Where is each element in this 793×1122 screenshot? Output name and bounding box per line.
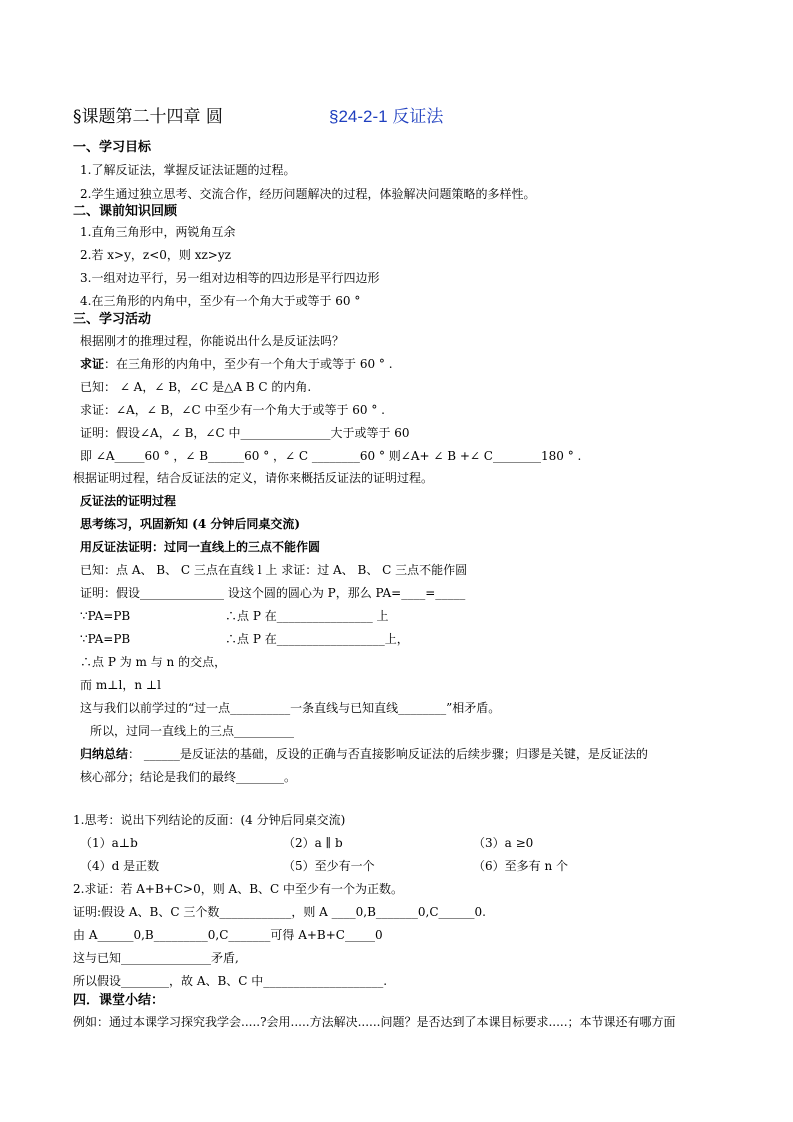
circle-proof: 证明：假设______________ 设这个圆的圆心为 P，那么 PA=____=_____: [80, 586, 466, 600]
use-heading: 用反证法证明：过同一直线上的三点不能作圆: [80, 540, 321, 554]
prove-text: ：在三角形的内角中，至少有一个角大于或等于 60 ° .: [104, 357, 393, 371]
review-item: 2.若 x>y，z<0，则 xz>yz: [80, 248, 231, 262]
section-heading-goals: 一、学习目标: [73, 140, 152, 155]
tobeproved-line: 求证：∠A，∠ B，∠C 中至少有一个角大于或等于 60 ° .: [80, 403, 385, 417]
think-heading: 思考练习，巩固新知 (4 分钟后同桌交流): [80, 517, 301, 531]
exercise-proof-line: 由 A______0,B_________0,C_______可得 A+B+C_____0: [73, 928, 383, 942]
pa-line-left: ∵PA=PB: [80, 632, 131, 646]
pa-line-right: ∴点 P 在________________ 上: [225, 609, 389, 623]
exercise-proof-line: 所以假设________，故 A、B、C 中____________________.: [73, 974, 388, 988]
exercise-item: （6）至多有 n 个: [473, 859, 568, 873]
induct-line: [80, 746, 648, 762]
pa-line-left: ∵PA=PB: [80, 609, 131, 623]
prove-label: 求证: [80, 357, 105, 371]
summary-question: 根据证明过程，结合反证法的定义，请你来概括反证法的证明过程。: [73, 471, 434, 485]
lesson-title: §课题第二十四章 圆: [73, 107, 223, 127]
conclusion-text: 例如：通过本课学习探究我学会.....?会用.....方法解决......问题？是否达到了本课目标要求.....；本节课还有哪方面: [73, 1015, 676, 1029]
exercise-proof-line: 证明:假设 A、B、C 三个数____________，则 A ____0,B_______0,C______0.: [73, 905, 486, 919]
activity-intro: 根据刚才的推理过程，你能说出什么是反证法吗？: [80, 334, 345, 348]
perp-line: 而 m⊥l，n ⊥l: [80, 678, 161, 692]
section-title: §24-2-1 反证法: [329, 107, 444, 126]
exercise-item: （5）至少有一个: [283, 859, 375, 873]
section-heading-conclusion: 四．课堂小结：: [73, 993, 165, 1008]
process-heading: 反证法的证明过程: [80, 494, 177, 508]
section-heading-activity: 三、学习活动: [73, 312, 152, 327]
exercise-q1: 1.思考：说出下列结论的反面：(4 分钟后同桌交流): [73, 813, 346, 827]
known-line: 已知： ∠ A，∠ B，∠C 是△A B C 的内角.: [80, 380, 312, 394]
so-line: 所以，过同一直线上的三点__________: [90, 724, 295, 738]
exercise-item: （2）a ∥ b: [283, 836, 343, 850]
induct-text: ： ______是反证法的基础，反设的正确与否直接影响反证法的后续步骤；归谬是关键，是反证法的: [128, 747, 648, 761]
review-item: 3.一组对边平行，另一组对边相等的四边形是平行四边形: [80, 271, 380, 285]
goal-item: 2.学生通过独立思考、交流合作，经历问题解决的过程，体验解决问题策略的多样性。: [80, 187, 536, 201]
intersect-line: ∴点 P 为 m 与 n 的交点，: [80, 655, 227, 669]
exercise-item: （4）d 是正数: [80, 859, 160, 873]
exercise-item: （3）a ≥0: [473, 836, 534, 850]
goal-item: 1.了解反证法，掌握反证法证题的过程。: [80, 163, 296, 177]
contradict-line: 这与我们以前学过的“过一点__________一条直线与已知直线________”相矛盾。: [80, 701, 501, 715]
review-item: 1.直角三角形中，两锐角互余: [80, 225, 236, 239]
induct-line-2: 核心部分；结论是我们的最终________。: [80, 770, 297, 784]
section-heading-review: 二、课前知识回顾: [73, 204, 178, 219]
review-item: 4.在三角形的内角中，至少有一个角大于或等于 60 °: [80, 294, 361, 308]
induct-label: 归纳总结: [80, 747, 129, 761]
proof-line-1: 证明：假设∠A，∠ B，∠C 中_______________大于或等于 60: [80, 426, 410, 440]
exercise-q2: 2.求证：若 A+B+C>0，则 A、B、C 中至少有一个为正数。: [73, 882, 404, 896]
proof-line-2: 即 ∠A_____60 ° ，∠ B______60 ° ，∠ C ________60 ° 则∠A+ ∠ B +∠ C________180 ° .: [80, 449, 582, 463]
circle-known: 已知：点 A、 B、 C 三点在直线 l 上 求证：过 A、 B、 C 三点不能作圆: [80, 563, 468, 577]
prove-statement: [80, 356, 393, 372]
pa-line-right: ∴点 P 在__________________上，: [225, 632, 409, 646]
exercise-item: （1）a⊥b: [80, 836, 138, 850]
exercise-proof-line: 这与已知_______________矛盾,: [73, 951, 239, 965]
